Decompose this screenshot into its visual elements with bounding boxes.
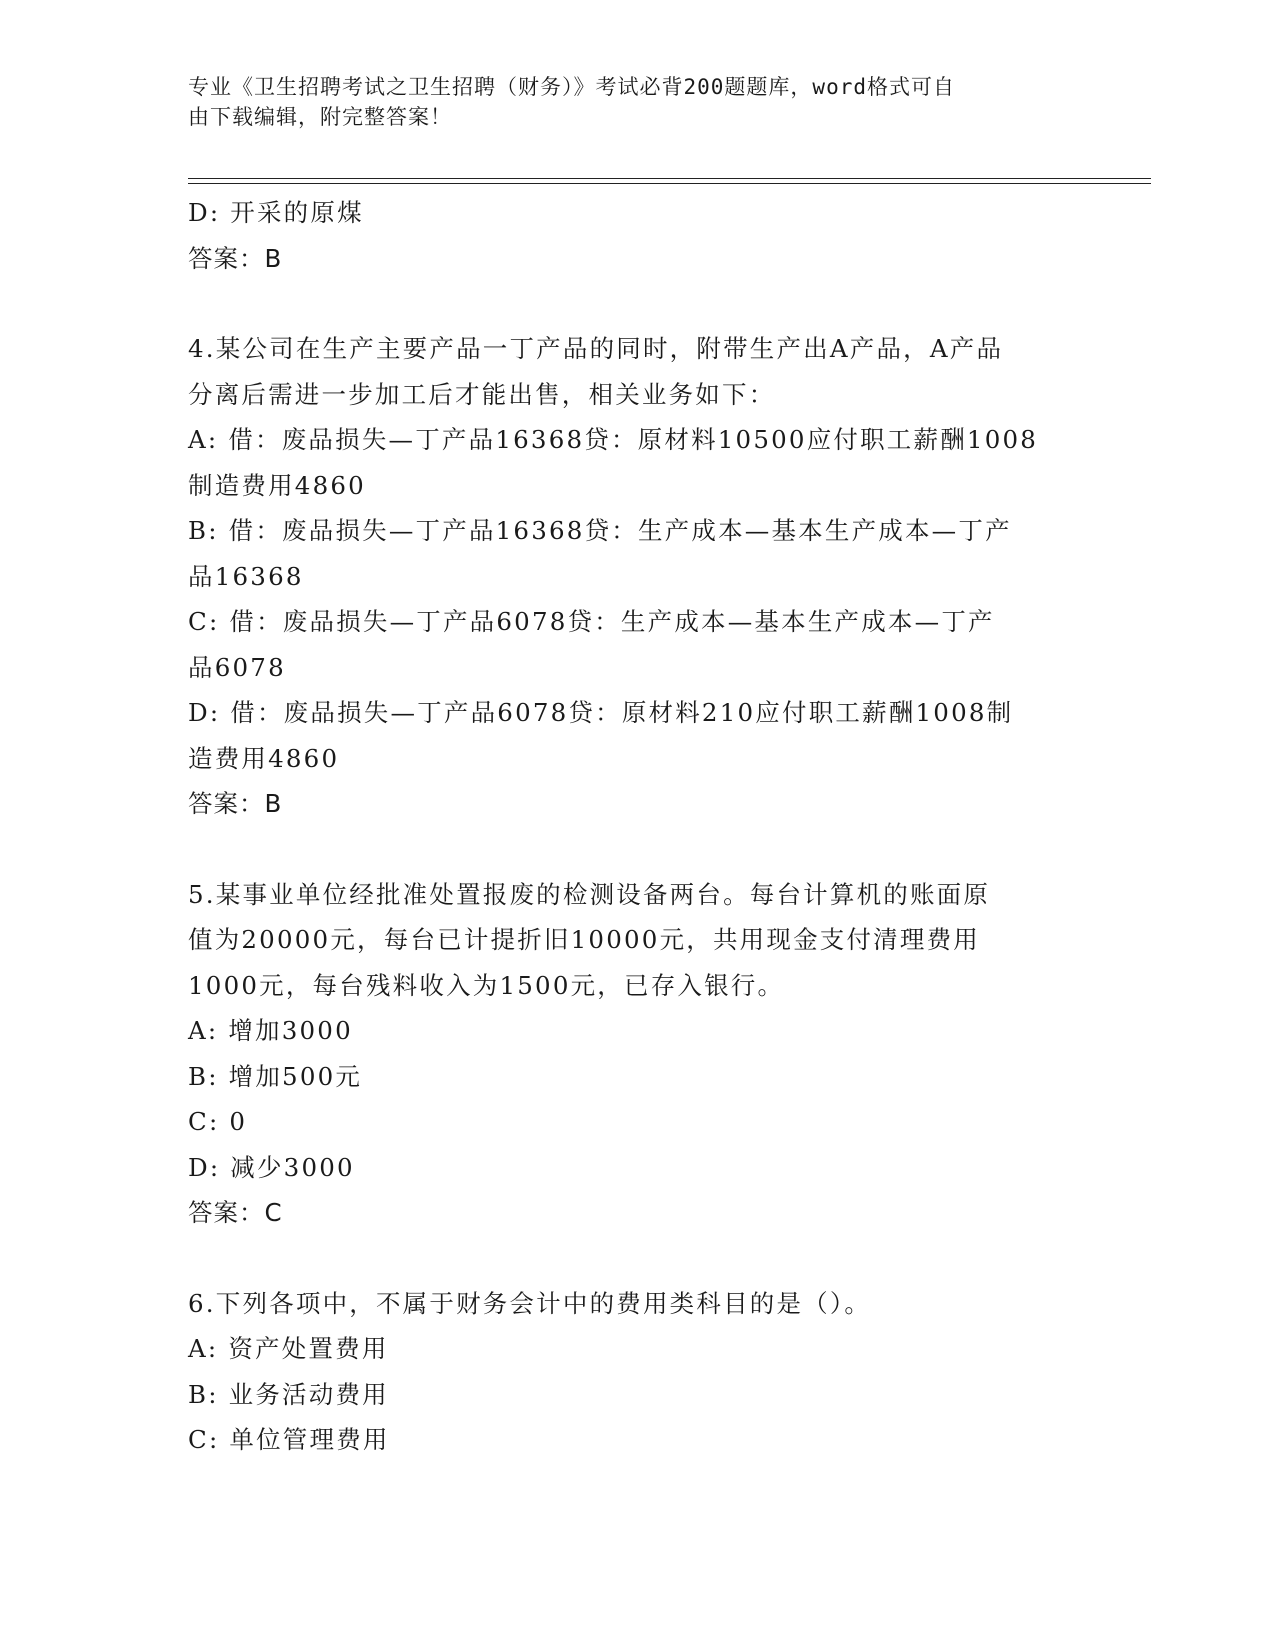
option-a: A: 借：废品损失—丁产品16368贷：原材料10500应付职工薪酬1008: [188, 425, 1039, 454]
question-stem: 值为20000元，每台已计提折旧10000元，共用现金支付清理费用: [188, 925, 980, 954]
option-b: B: 借：废品损失—丁产品16368贷：生产成本—基本生产成本—丁产: [188, 516, 1012, 545]
option-b: B: 业务活动费用: [188, 1379, 389, 1409]
document-header: [188, 72, 1068, 132]
option-d: 造费用4860: [188, 743, 340, 773]
option-a: 制造费用4860: [188, 470, 366, 500]
option-a: A: 资产处置费用: [188, 1334, 389, 1363]
option-d: D: 减少3000: [188, 1152, 355, 1182]
document-body: [188, 190, 1093, 1463]
spacer: [188, 827, 1093, 872]
option-c: C: 借：废品损失—丁产品6078贷：生产成本—基本生产成本—丁产: [188, 607, 995, 636]
option-d: D: 借：废品损失—丁产品6078贷：原材料210应付职工薪酬1008制: [188, 698, 1014, 727]
question-5: [188, 872, 1093, 1236]
option-d: D: 开采的原煤: [188, 198, 364, 227]
header-divider-top: [188, 178, 1151, 179]
question-stem: 1000元，每台残料收入为1500元，已存入银行。: [188, 970, 785, 1000]
question-3-tail: [188, 190, 1093, 281]
answer: 答案：C: [188, 1198, 283, 1227]
question-stem: 分离后需进一步加工后才能出售，相关业务如下：: [188, 379, 776, 409]
header-divider-bottom: [188, 183, 1151, 184]
option-a: A: 增加3000: [188, 1016, 353, 1045]
header-line-2: 由下载编辑，附完整答案！: [188, 105, 452, 129]
question-stem: 5.某事业单位经批准处置报废的检测设备两台。每台计算机的账面原: [188, 879, 991, 909]
option-b: B: 增加500元: [188, 1061, 363, 1091]
question-4: [188, 326, 1093, 827]
question-stem: 6.下列各项中，不属于财务会计中的费用类科目的是（）。: [188, 1288, 872, 1318]
option-c: 品6078: [188, 652, 286, 682]
question-stem: 4.某公司在生产主要产品一丁产品的同时，附带生产出A产品，A产品: [188, 334, 1004, 363]
answer: 答案：B: [188, 789, 283, 818]
option-c: C: 单位管理费用: [188, 1425, 390, 1454]
answer: 答案：B: [188, 243, 283, 273]
header-line-1: 专业《卫生招聘考试之卫生招聘（财务）》考试必背200题题库，word格式可自: [188, 75, 955, 99]
option-c: C: 0: [188, 1107, 248, 1136]
option-b: 品16368: [188, 561, 304, 591]
spacer: [188, 281, 1093, 326]
question-6: [188, 1281, 1093, 1463]
spacer: [188, 1236, 1093, 1281]
